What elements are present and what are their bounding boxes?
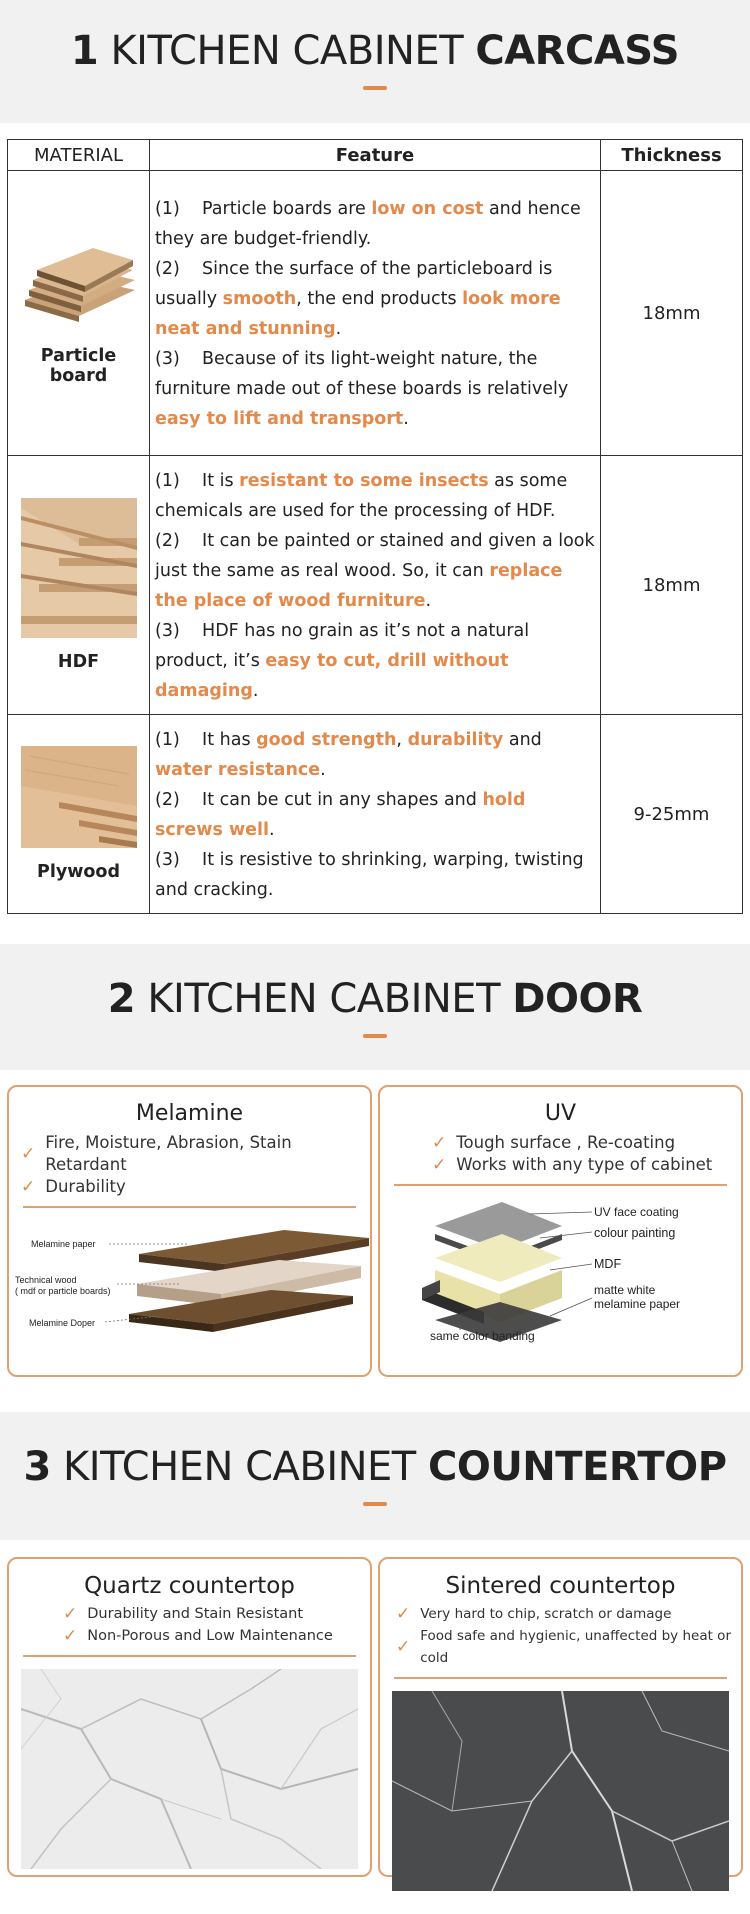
feature-text: (1) Particle boards are <box>155 199 372 219</box>
thickness-cell: 9-25mm <box>601 715 743 914</box>
highlight-text: look more neat and stunning <box>155 289 567 339</box>
section-header-carcass <box>0 0 750 123</box>
material-cell <box>8 171 150 456</box>
card-title: Quartz countertop <box>84 1573 295 1599</box>
table-row <box>8 456 743 715</box>
particle-board-image <box>19 240 139 332</box>
feature-text: . <box>403 409 409 429</box>
feature-list <box>63 1603 370 1647</box>
list-item: ✓ Non-Porous and Low Maintenance <box>63 1626 333 1646</box>
check-icon: ✓ <box>432 1133 447 1153</box>
feature-text: (3) HDF has no grain as it’s not a natural product, it’s <box>155 621 535 671</box>
material-name: HDF <box>57 652 100 672</box>
feature-point <box>155 194 595 254</box>
divider <box>394 1184 727 1186</box>
quartz-image <box>21 1669 358 1869</box>
check-icon: ✓ <box>396 1637 411 1657</box>
highlight-text: durability <box>407 730 504 750</box>
list-item: ✓ Works with any type of cabinet <box>432 1155 713 1175</box>
table-header-row <box>8 140 743 171</box>
feature-text: (2) It can be cut in any shapes and <box>155 790 483 810</box>
highlight-text: easy to lift and transport <box>155 409 404 429</box>
header-material: MATERIAL <box>8 140 150 171</box>
card-title: Melamine <box>135 1101 244 1126</box>
card-title: Sintered countertop <box>445 1573 676 1599</box>
mdf-label: MDF <box>594 1256 622 1271</box>
check-icon: ✓ <box>396 1604 411 1624</box>
highlight-text: smooth <box>222 289 297 309</box>
melamine-card <box>7 1085 372 1377</box>
highlight-text: hold screws well <box>155 790 532 840</box>
feature-text: . <box>269 820 275 840</box>
feature-list <box>432 1132 741 1176</box>
feature-text: and <box>503 730 548 750</box>
feature-text: (1) It has <box>155 730 257 750</box>
melamine-doper-label: Melamine Doper <box>29 1317 96 1328</box>
feature-point <box>155 526 601 616</box>
check-icon: ✓ <box>63 1626 78 1646</box>
feature-list <box>21 1132 370 1198</box>
list-item: ✓ Tough surface , Re-coating <box>432 1133 676 1153</box>
highlight-text: water resistance <box>155 760 321 780</box>
highlight-text: easy to cut, drill without damaging <box>155 651 515 701</box>
material-cell <box>8 456 150 715</box>
feature-text: (2) It can be painted or stained and given a look just the same as real wood. So, it can <box>155 531 601 581</box>
uv-coating-label: UV face coating <box>594 1204 679 1219</box>
thickness-cell: 18mm <box>601 456 743 715</box>
feature-text: (1) It is <box>155 471 240 491</box>
feature-cell <box>150 456 601 715</box>
melamine-layers-diagram <box>9 1216 370 1396</box>
feature-point <box>155 845 595 905</box>
section-title: 3 KITCHEN CABINET COUNTERTOP <box>23 1444 727 1490</box>
divider <box>23 1655 356 1657</box>
highlight-text: replace the place of wood furniture <box>155 561 569 611</box>
section-header-door <box>0 944 750 1070</box>
feature-text: (3) It is resistive to shrinking, warping, twisting and cracking. <box>155 850 590 900</box>
list-item: ✓ Very hard to chip, scratch or damage <box>396 1604 672 1624</box>
sintered-image <box>392 1691 729 1891</box>
feature-list <box>396 1603 741 1669</box>
card-title: UV <box>544 1101 577 1126</box>
feature-text: , the end products <box>296 289 463 309</box>
feature-text: . <box>252 681 259 701</box>
feature-text: (3) Because of its light-weight nature, the furniture made out of these boards is relatively <box>155 349 574 399</box>
list-item: ✓ Durability <box>21 1177 126 1197</box>
list-item: ✓ Durability and Stain Resistant <box>63 1604 304 1624</box>
feature-point <box>155 344 595 434</box>
feature-text: . <box>320 760 326 780</box>
header-thickness: Thickness <box>601 140 743 171</box>
banding-label: same color banding <box>430 1328 535 1343</box>
feature-text: as some chemicals are used for the processing of HDF. <box>155 471 573 521</box>
feature-text: . <box>335 319 342 339</box>
title-underline <box>363 86 387 90</box>
highlight-text: resistant to some insects <box>239 471 489 491</box>
highlight-text: good strength <box>256 730 397 750</box>
technical-wood-sublabel: ( mdf or particle boards) <box>15 1285 111 1296</box>
check-icon: ✓ <box>21 1177 36 1197</box>
feature-point <box>155 785 595 845</box>
melamine-paper-label: melamine paper <box>594 1296 681 1311</box>
thickness-cell: 18mm <box>601 171 743 456</box>
feature-text: , <box>396 730 408 750</box>
divider <box>23 1206 356 1208</box>
colour-painting-label: colour painting <box>594 1225 676 1240</box>
matte-white-label: matte white <box>594 1282 656 1297</box>
check-icon: ✓ <box>63 1604 78 1624</box>
feature-point <box>155 466 595 526</box>
title-underline <box>363 1502 387 1506</box>
material-name: Particle board <box>40 346 117 386</box>
feature-text: (2) Since the surface of the particleboard is usually <box>155 259 558 309</box>
material-table <box>7 139 743 914</box>
uv-layers-diagram <box>380 1194 741 1374</box>
list-item: ✓ Food safe and hygienic, unaffected by heat or cold <box>396 1628 731 1666</box>
hdf-image <box>19 498 139 638</box>
section-title: 2 KITCHEN CABINET DOOR <box>107 976 643 1022</box>
sintered-card <box>378 1557 743 1877</box>
check-icon: ✓ <box>432 1155 447 1175</box>
plywood-image <box>19 746 139 848</box>
table-row <box>8 171 743 456</box>
feature-point <box>155 254 595 344</box>
technical-wood-label: Technical wood <box>15 1274 77 1285</box>
feature-cell <box>150 171 601 456</box>
header-feature: Feature <box>150 140 601 171</box>
check-icon: ✓ <box>21 1144 36 1164</box>
table-row <box>8 715 743 914</box>
material-cell <box>8 715 150 914</box>
material-name: Plywood <box>37 862 120 882</box>
feature-text: . <box>425 591 432 611</box>
quartz-card <box>7 1557 372 1877</box>
section-header-countertop <box>0 1412 750 1540</box>
highlight-text: low on cost <box>371 199 484 219</box>
melamine-paper-label: Melamine paper <box>31 1238 96 1249</box>
list-item: ✓ Fire, Moisture, Abrasion, Stain Retardant <box>21 1133 292 1174</box>
feature-point <box>155 725 595 785</box>
feature-text: and hence they are budget-friendly. <box>155 199 587 249</box>
divider <box>394 1677 727 1679</box>
title-underline <box>363 1034 387 1038</box>
feature-cell <box>150 715 601 914</box>
uv-card <box>378 1085 743 1377</box>
section-title: 1 KITCHEN CABINET CARCASS <box>70 28 680 74</box>
feature-point <box>155 616 595 706</box>
